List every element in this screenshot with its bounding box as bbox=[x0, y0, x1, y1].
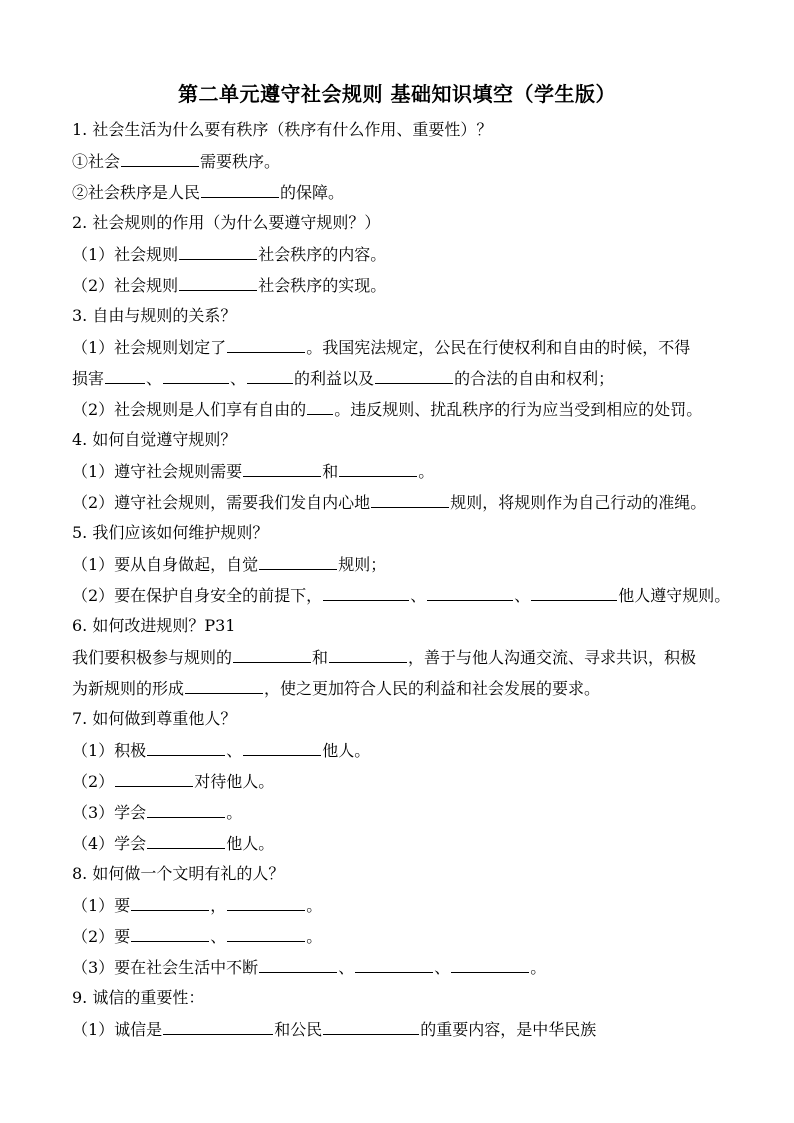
text-segment: 的利益以及 bbox=[294, 369, 375, 388]
question-7-item-1 bbox=[72, 739, 732, 762]
fill-blank[interactable] bbox=[185, 677, 263, 694]
fill-blank[interactable] bbox=[227, 336, 305, 353]
fill-blank[interactable] bbox=[371, 491, 449, 508]
text-segment: 的保障。 bbox=[280, 183, 345, 202]
fill-blank[interactable] bbox=[179, 243, 257, 260]
text-segment: ，善于与他人沟通交流、寻求共识，积极 bbox=[408, 648, 697, 667]
fill-blank[interactable] bbox=[531, 584, 617, 601]
text-segment: 。 bbox=[530, 958, 547, 977]
text-segment: 。我国宪法规定，公民在行使权利和自由的时候，不得 bbox=[306, 338, 691, 357]
text-segment: 。 bbox=[306, 896, 323, 915]
text-segment: （1）社会规则 bbox=[72, 245, 179, 264]
question-8-item-2 bbox=[72, 925, 732, 948]
text-segment: 规则，将规则作为自己行动的准绳。 bbox=[450, 493, 707, 512]
text-segment: （1）要 bbox=[72, 896, 131, 915]
fill-blank[interactable] bbox=[131, 894, 209, 911]
text-segment: （1）积极 bbox=[72, 741, 147, 760]
text-segment: 和 bbox=[322, 462, 339, 481]
question-5-item-1 bbox=[72, 553, 732, 576]
text-segment: 、 bbox=[230, 369, 247, 388]
question-2-heading: 2. 社会规则的作用（为什么要遵守规则？） bbox=[72, 213, 381, 232]
fill-blank[interactable] bbox=[115, 770, 193, 787]
question-4-heading: 4. 如何自觉遵守规则？ bbox=[72, 430, 237, 449]
text-segment: （3）要在社会生活中不断 bbox=[72, 958, 259, 977]
fill-blank[interactable] bbox=[163, 1018, 273, 1035]
fill-blank[interactable] bbox=[179, 274, 257, 291]
text-segment: ，使之更加符合人民的利益和社会发展的要求。 bbox=[264, 679, 601, 698]
question-8-heading: 8. 如何做一个文明有礼的人？ bbox=[72, 864, 285, 883]
question-1-item-a bbox=[72, 150, 732, 173]
question-8-item-1 bbox=[72, 894, 732, 917]
question-7-heading: 7. 如何做到尊重他人？ bbox=[72, 709, 237, 728]
fill-blank[interactable] bbox=[323, 1018, 419, 1035]
text-segment: （3）学会 bbox=[72, 803, 147, 822]
fill-blank[interactable] bbox=[233, 646, 311, 663]
fill-blank[interactable] bbox=[227, 925, 305, 942]
fill-blank[interactable] bbox=[147, 739, 225, 756]
text-segment: 他人。 bbox=[322, 741, 371, 760]
text-segment: （1）要从自身做起，自觉 bbox=[72, 555, 259, 574]
page-title: 第二单元遵守社会规则 基础知识填空（学生版） bbox=[178, 82, 616, 106]
question-9-heading: 9. 诚信的重要性： bbox=[72, 988, 205, 1007]
fill-blank[interactable] bbox=[339, 460, 417, 477]
text-segment: 他人遵守规则。 bbox=[618, 586, 731, 605]
question-3-heading: 3. 自由与规则的关系？ bbox=[72, 306, 237, 325]
text-segment: 他人。 bbox=[226, 834, 275, 853]
question-1-heading: 1. 社会生活为什么要有秩序（秩序有什么作用、重要性）？ bbox=[72, 120, 493, 139]
text-segment: （2）要在保护自身安全的前提下， bbox=[72, 586, 323, 605]
text-segment: 、 bbox=[226, 741, 243, 760]
question-1-item-b bbox=[72, 181, 732, 204]
question-3-item-1 bbox=[72, 336, 732, 359]
text-segment: 我们要积极参与规则的 bbox=[72, 648, 233, 667]
text-segment: （2）要 bbox=[72, 927, 131, 946]
question-9-item-1 bbox=[72, 1018, 732, 1041]
text-segment: （1）诚信是 bbox=[72, 1020, 163, 1039]
text-segment: 。 bbox=[306, 927, 323, 946]
text-segment: 的合法的自由和权利； bbox=[454, 369, 615, 388]
fill-blank[interactable] bbox=[375, 367, 453, 384]
fill-blank[interactable] bbox=[307, 398, 333, 415]
question-7-item-4 bbox=[72, 832, 732, 855]
text-segment: 社会秩序的实现。 bbox=[258, 276, 387, 295]
text-segment: （2） bbox=[72, 772, 115, 791]
text-segment: 、 bbox=[338, 958, 355, 977]
fill-blank[interactable] bbox=[329, 646, 407, 663]
text-segment: 。违反规则、扰乱秩序的行为应当受到相应的处罚。 bbox=[334, 400, 703, 419]
question-6-body-line-1 bbox=[72, 646, 732, 669]
text-segment: （4）学会 bbox=[72, 834, 147, 853]
question-6-body-line-2 bbox=[72, 677, 732, 700]
fill-blank[interactable] bbox=[243, 460, 321, 477]
fill-blank[interactable] bbox=[323, 584, 409, 601]
text-segment: 对待他人。 bbox=[194, 772, 275, 791]
question-3-item-1-cont bbox=[72, 367, 732, 390]
fill-blank[interactable] bbox=[355, 956, 433, 973]
question-5-heading: 5. 我们应该如何维护规则？ bbox=[72, 523, 269, 542]
fill-blank[interactable] bbox=[247, 367, 293, 384]
text-segment: 、 bbox=[210, 927, 227, 946]
question-6-heading: 6. 如何改进规则？P31 bbox=[72, 616, 236, 635]
text-segment: 需要秩序。 bbox=[200, 152, 281, 171]
fill-blank[interactable] bbox=[105, 367, 145, 384]
text-segment: 、 bbox=[410, 586, 427, 605]
text-segment: ， bbox=[210, 896, 227, 915]
text-segment: 、 bbox=[514, 586, 531, 605]
text-segment: 、 bbox=[146, 369, 163, 388]
question-8-item-3 bbox=[72, 956, 732, 979]
text-segment: 的重要内容，是中华民族 bbox=[420, 1020, 597, 1039]
text-segment: （2）社会规则 bbox=[72, 276, 179, 295]
fill-blank[interactable] bbox=[201, 181, 279, 198]
fill-blank[interactable] bbox=[147, 832, 225, 849]
text-segment: 和 bbox=[312, 648, 329, 667]
text-segment: 和公民 bbox=[274, 1020, 323, 1039]
fill-blank[interactable] bbox=[427, 584, 513, 601]
fill-blank[interactable] bbox=[227, 894, 305, 911]
text-segment: 社会秩序的内容。 bbox=[258, 245, 387, 264]
fill-blank[interactable] bbox=[259, 956, 337, 973]
question-7-item-2 bbox=[72, 770, 732, 793]
question-2-item-1 bbox=[72, 243, 732, 266]
text-segment: 损害 bbox=[72, 369, 105, 388]
text-segment: （2）遵守社会规则，需要我们发自内心地 bbox=[72, 493, 371, 512]
text-segment: 、 bbox=[434, 958, 451, 977]
text-segment: 规则； bbox=[338, 555, 387, 574]
text-segment: （1）遵守社会规则需要 bbox=[72, 462, 243, 481]
fill-blank[interactable] bbox=[147, 801, 225, 818]
question-3-item-2 bbox=[72, 398, 732, 421]
text-segment: （2）社会规则是人们享有自由的 bbox=[72, 400, 307, 419]
fill-blank[interactable] bbox=[243, 739, 321, 756]
fill-blank[interactable] bbox=[163, 367, 229, 384]
text-segment: （1）社会规则划定了 bbox=[72, 338, 227, 357]
fill-blank[interactable] bbox=[131, 925, 209, 942]
text-segment: 。 bbox=[418, 462, 435, 481]
text-segment: 为新规则的形成 bbox=[72, 679, 185, 698]
question-5-item-2 bbox=[72, 584, 732, 607]
question-2-item-2 bbox=[72, 274, 732, 297]
text-segment: ①社会 bbox=[72, 152, 121, 171]
question-7-item-3 bbox=[72, 801, 732, 824]
fill-blank[interactable] bbox=[121, 150, 199, 167]
text-segment: ②社会秩序是人民 bbox=[72, 183, 201, 202]
question-4-item-1 bbox=[72, 460, 732, 483]
question-4-item-2 bbox=[72, 491, 732, 514]
fill-blank[interactable] bbox=[259, 553, 337, 570]
text-segment: 。 bbox=[226, 803, 243, 822]
fill-blank[interactable] bbox=[451, 956, 529, 973]
